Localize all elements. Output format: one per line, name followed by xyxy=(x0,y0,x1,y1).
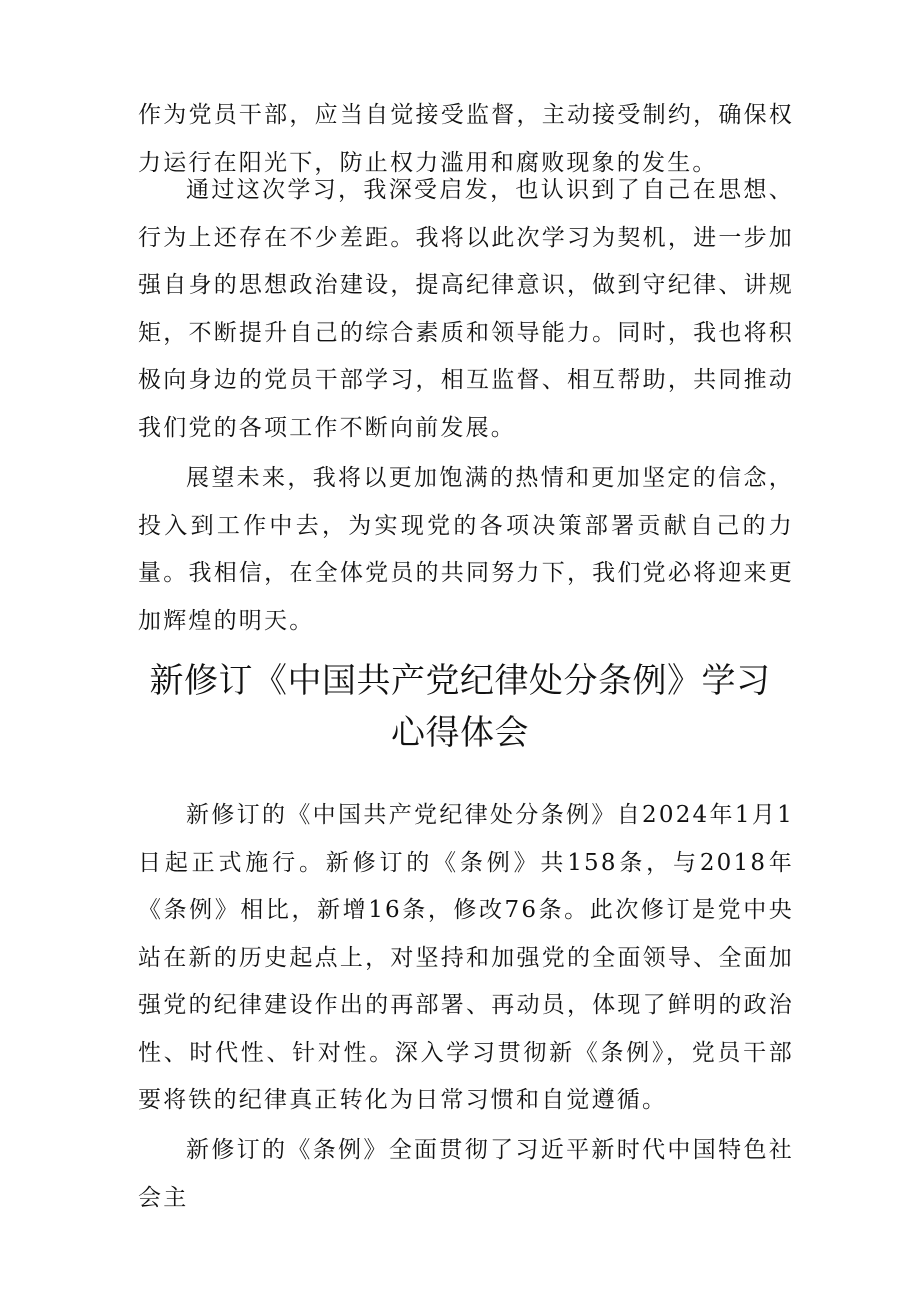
article-title-line-2: 心得体会 xyxy=(391,713,529,753)
paragraph-outlook: 展望未来，我将以更加饱满的热情和更加坚定的信念，投入到工作中去，为实现党的各项决策部署贡献自己的力量。我相信，在全体党员的共同努力下，我们党必将迎来更加辉煌的明天。 xyxy=(138,465,794,634)
paragraph-continuation: 作为党员干部，应当自觉接受监督，主动接受制约，确保权力运行在阳光下，防止权力滥用和腐败现象的发生。 xyxy=(138,102,794,176)
article-title xyxy=(100,655,820,759)
paragraph-intro: 新修订的《中国共产党纪律处分条例》自2024年1月1日起正式施行。新修订的《条例》共158条，与2018年《条例》相比，新增16条，修改76条。此次修订是党中央站在新的历史起点上，对坚持和加强党的全面领导、全面加强党的纪律建设作出的再部署、再动员，体现了鲜明的政治性、时代性、针对性。深入学习贯彻新《条例》，党员干部要将铁的纪律真正转化为日常习惯和自觉遵循。 xyxy=(138,802,794,1113)
article-title-line-1: 新修订《中国共产党纪律处分条例》学习 xyxy=(149,661,771,701)
paragraph-body-start: 新修订的《条例》全面贯彻了习近平新时代中国特色社会主 xyxy=(138,1137,794,1211)
paragraph-study-reflection: 通过这次学习，我深受启发，也认识到了自己在思想、行为上还存在不少差距。我将以此次学习为契机，进一步加强自身的思想政治建设，提高纪律意识，做到守纪律、讲规矩，不断提升自己的综合素质和领导能力。同时，我也将积极向身边的党员干部学习，相互监督、相互帮助，共同推动我们党的各项工作不断向前发展。 xyxy=(138,177,794,441)
